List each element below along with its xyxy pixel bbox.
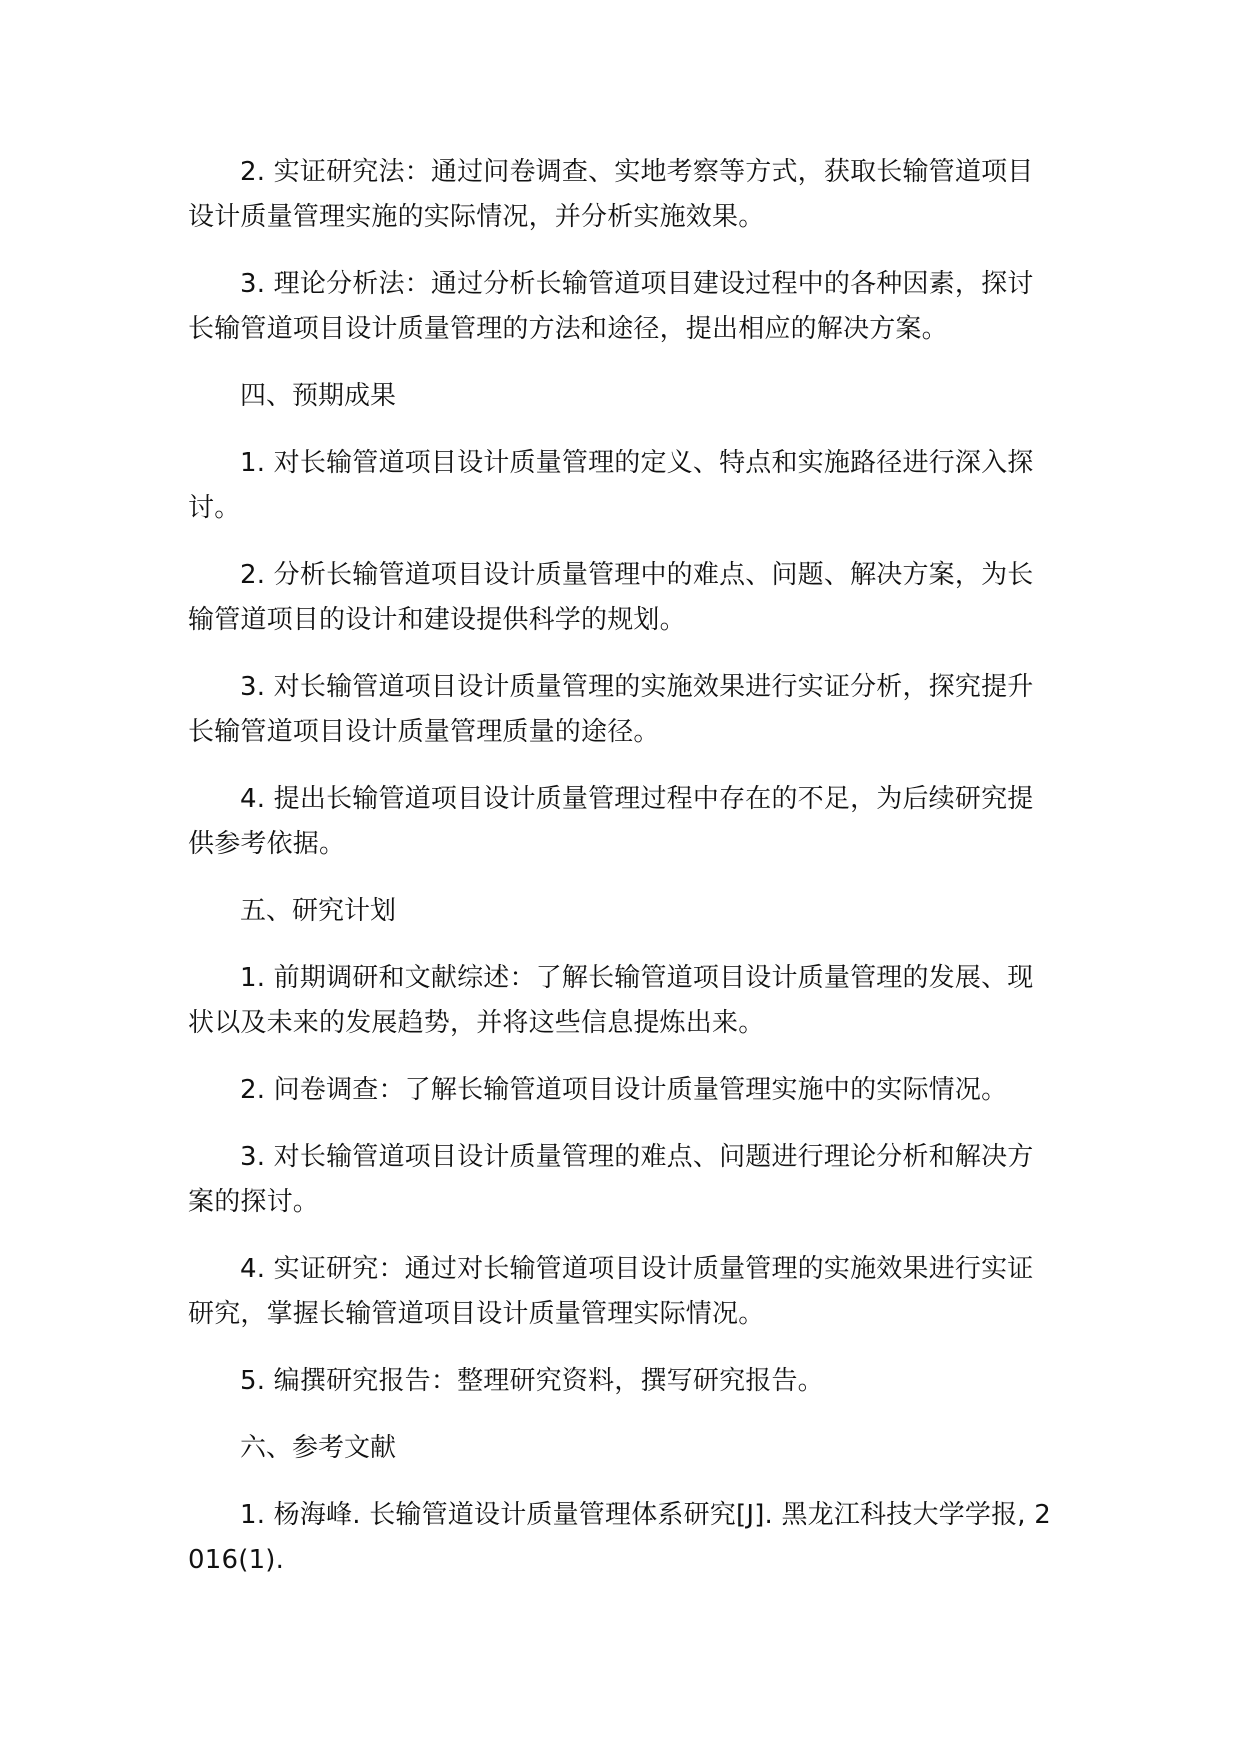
section-heading-references: 六、参考文献 <box>240 1433 397 1463</box>
research-plan-1: 1. 前期调研和文献综述：了解长输管道项目设计质量管理的发展、现状以及未来的发展趋势，并将这些信息提炼出来。 <box>188 963 1034 1038</box>
expected-result-2: 2. 分析长输管道项目设计质量管理中的难点、问题、解决方案，为长输管道项目的设计和建设提供科学的规划。 <box>188 560 1034 635</box>
research-plan-5: 5. 编撰研究报告：整理研究资料，撰写研究报告。 <box>240 1366 824 1396</box>
method-theoretical-paragraph: 3. 理论分析法：通过分析长输管道项目建设过程中的各种因素，探讨长输管道项目设计质量管理的方法和途径，提出相应的解决方案。 <box>188 269 1034 344</box>
research-plan-4: 4. 实证研究：通过对长输管道项目设计质量管理的实施效果进行实证研究，掌握长输管道项目设计质量管理实际情况。 <box>188 1254 1034 1329</box>
expected-result-4: 4. 提出长输管道项目设计质量管理过程中存在的不足，为后续研究提供参考依据。 <box>188 784 1034 859</box>
reference-1: 1. 杨海峰. 长输管道设计质量管理体系研究[J]. 黑龙江科技大学学报, 2016(1). <box>188 1500 1051 1575</box>
expected-result-1: 1. 对长输管道项目设计质量管理的定义、特点和实施路径进行深入探讨。 <box>188 448 1034 523</box>
expected-result-3: 3. 对长输管道项目设计质量管理的实施效果进行实证分析，探究提升长输管道项目设计质量管理质量的途径。 <box>188 672 1034 747</box>
section-heading-research-plan: 五、研究计划 <box>240 896 397 926</box>
document-body <box>188 150 1056 1605</box>
section-heading-expected-results: 四、预期成果 <box>240 381 397 411</box>
research-plan-3: 3. 对长输管道项目设计质量管理的难点、问题进行理论分析和解决方案的探讨。 <box>188 1142 1034 1217</box>
research-plan-2: 2. 问卷调查：了解长输管道项目设计质量管理实施中的实际情况。 <box>240 1075 1008 1105</box>
method-empirical-paragraph: 2. 实证研究法：通过问卷调查、实地考察等方式，获取长输管道项目设计质量管理实施的实际情况，并分析实施效果。 <box>188 157 1034 232</box>
